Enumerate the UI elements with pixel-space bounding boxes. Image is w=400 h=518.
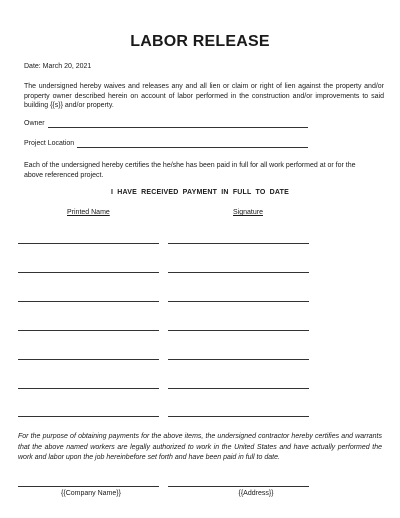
printed-name-line	[18, 330, 159, 331]
signature-line	[168, 359, 309, 360]
printed-name-line	[18, 416, 159, 417]
signature-line	[168, 243, 309, 244]
owner-field-line	[48, 127, 308, 128]
owner-label: Owner	[24, 120, 45, 127]
address-line	[168, 486, 309, 487]
signature-line	[168, 272, 309, 273]
company-name-line	[18, 486, 159, 487]
printed-name-line	[18, 388, 159, 389]
company-name-label: {{Company Name}}	[61, 490, 121, 497]
printed-name-line	[18, 359, 159, 360]
project-location-label: Project Location	[24, 140, 75, 147]
signature-header: Signature	[233, 209, 263, 216]
document-title: LABOR RELEASE	[130, 33, 270, 50]
signature-line	[168, 388, 309, 389]
date-line: Date: March 20, 2021	[24, 63, 92, 70]
project-location-field-line	[77, 147, 308, 148]
received-payment-heading: I HAVE RECEIVED PAYMENT IN FULL TO DATE	[110, 189, 290, 196]
printed-name-header: Printed Name	[67, 209, 110, 216]
signature-line	[168, 330, 309, 331]
signature-line	[168, 416, 309, 417]
printed-name-line	[18, 301, 159, 302]
signature-line	[168, 301, 309, 302]
intro-paragraph: The undersigned hereby waives and releases any and all lien or claim or right of lien against the property and/or property owner described herein on account of labor performed in the construction and/or improvements to said building {{s}} and/or property.	[24, 83, 384, 109]
certification-paragraph: Each of the undersigned hereby certifies the he/she has been paid in full for all work performed at or for the above referenced project.	[24, 162, 356, 179]
address-label: {{Address}}	[238, 490, 274, 497]
printed-name-line	[18, 272, 159, 273]
printed-name-line	[18, 243, 159, 244]
footer-paragraph: For the purpose of obtaining payments for the above items, the undersigned contractor hereby certifies and warrants that the above named workers are legally authorized to work in the United States and have actually performed the work and labor upon the job hereinbefore set forth and have been paid in full to date.	[18, 433, 382, 461]
